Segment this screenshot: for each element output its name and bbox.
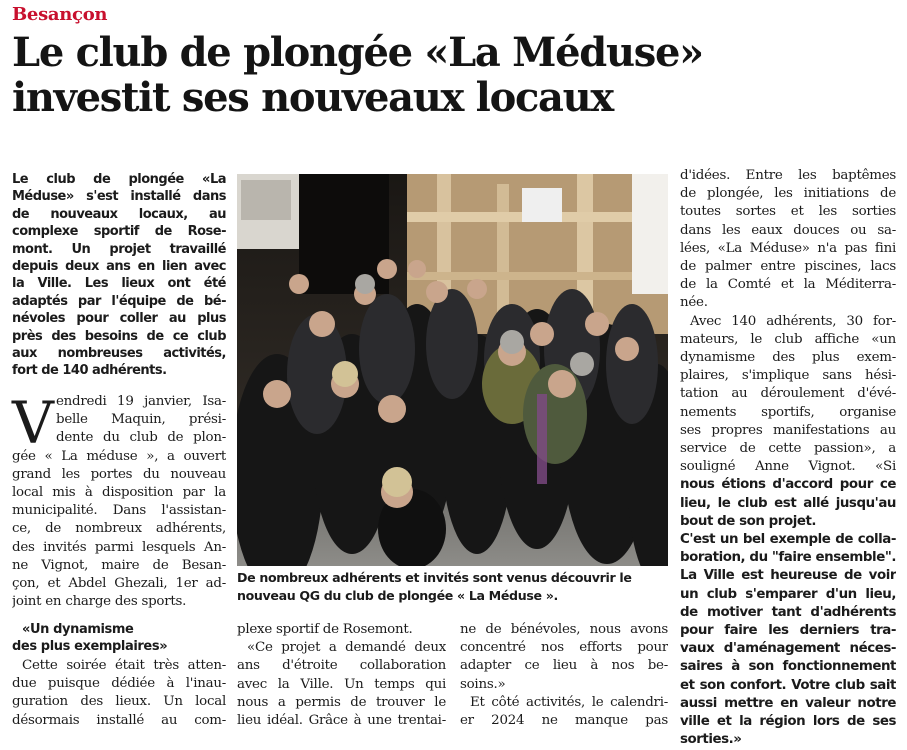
lead-line: depuis deux ans en lien avec: [12, 259, 226, 275]
body-line: vaux d'aménagement néces-: [680, 641, 896, 657]
body-column-1: [12, 389, 226, 611]
body-line: dans les eaux douces ou sa-: [680, 222, 896, 238]
lead-line: adaptés par l'équipe de bé-: [12, 293, 226, 309]
body-line: Et côté activités, le calendri-: [470, 694, 668, 710]
body-line: nous a permis de trouver le: [237, 694, 446, 710]
headline-line-2: investit ses nouveaux locaux: [12, 75, 613, 120]
body-column-4: [680, 167, 896, 750]
body-column-2: [237, 621, 446, 730]
body-line: nements sportifs, organise: [680, 404, 896, 420]
body-line: municipalité. Dans l'assistan-: [12, 503, 226, 519]
headline-line-1: Le club de plongée «La Méduse»: [12, 30, 703, 75]
body-line: ne de bénévoles, nous avons: [460, 622, 668, 637]
body-line: bout de son projet.: [680, 513, 817, 529]
body-line: et son confort. Votre club sait: [680, 677, 896, 693]
body-line: dynamisme des plus exem-: [680, 350, 896, 366]
body-line: ne Vignot, maire de Besan-: [12, 557, 226, 573]
crowd-photo-illustration: [237, 174, 668, 566]
body-line: sorties.»: [680, 732, 742, 748]
intertitle-line: des plus exemplaires»: [12, 639, 168, 654]
body-line: plaires, s'implique sans hési-: [680, 368, 896, 384]
body-line: belle Maquin, prési-: [56, 412, 226, 428]
body-line: aussi mettre en valeur notre: [680, 695, 896, 711]
intertitle: [12, 621, 226, 655]
drop-cap: V: [12, 389, 54, 457]
lead-line: aux nombreuses activités,: [12, 346, 226, 362]
body-column-1-tail: [12, 657, 226, 730]
intertitle-line: «Un dynamisme: [22, 622, 134, 637]
body-line: er 2024 ne manque pas: [460, 713, 668, 729]
body-line: adapter ce lieu à nos be-: [460, 658, 668, 674]
body-line: pour faire les derniers tra-: [680, 623, 896, 639]
body-line: de plongée, les initiations de: [680, 186, 896, 202]
body-line: soins.»: [460, 676, 506, 692]
lead-line: la Ville. Les lieux ont été: [12, 276, 226, 292]
body-column-3: [460, 621, 668, 730]
body-line: toutes sortes et les sorties: [680, 204, 896, 220]
body-line: ville et la région lors de ses: [680, 714, 896, 730]
body-line: un club s'emparer d'un lieu,: [680, 586, 896, 602]
body-line: de palmer entre piscines, lacs: [680, 259, 896, 275]
body-line: des invités parmi lesquels An-: [12, 539, 226, 555]
body-line: joint en charge des sports.: [12, 594, 187, 610]
photo-caption: [237, 569, 668, 604]
body-line: due puisque dédiée à l'inau-: [12, 676, 226, 692]
body-line: Avec 140 adhérents, 30 for-: [690, 313, 896, 329]
body-line: service de cette passion», a: [680, 441, 896, 457]
body-line: dente du club de plon-: [56, 430, 226, 446]
body-line: saires à son fonctionnement: [680, 659, 896, 675]
body-line: C'est un bel exemple de colla-: [680, 532, 896, 548]
lead-line: névoles pour coller au plus: [12, 311, 226, 327]
body-line: lieu, le club est allé jusqu'au: [680, 495, 896, 511]
lead-line: fort de 140 adhérents.: [12, 363, 167, 379]
body-line: de la Comté et la Méditerra-: [680, 277, 896, 293]
lead-line: Méduse» s'est installé dans: [12, 189, 226, 205]
lead-line: complexe sportif de Rose-: [12, 224, 226, 240]
body-line: guration des lieux. Un local: [12, 694, 226, 710]
body-line: lées, «La Méduse» n'a pas fini: [680, 240, 896, 256]
body-line: local mis à disposition par la: [12, 485, 226, 501]
body-line: gée « La méduse », a ouvert: [12, 448, 226, 464]
body-line: boration, du "faire ensemble".: [680, 550, 896, 566]
lead-line: de nouveaux locaux, au: [12, 206, 226, 222]
body-line: ans d'étroite collaboration: [237, 658, 446, 674]
lead-line: près des besoins de ce club: [12, 328, 226, 344]
body-line: plexe sportif de Rosemont.: [237, 622, 413, 637]
body-line: lieu idéal. Grâce à une trentai-: [237, 713, 446, 729]
body-line: Cette soirée était très atten-: [22, 658, 226, 673]
headline: [12, 30, 897, 120]
lead-line: mont. Un projet travaillé: [12, 241, 226, 257]
body-line: ce, de nombreux adhérents,: [12, 521, 226, 537]
body-line: tation au déroulement d'évé-: [680, 386, 896, 402]
body-line: avec la Ville. Un temps qui: [237, 676, 446, 692]
body-line: endredi 19 janvier, Isa-: [56, 394, 226, 409]
body-line: çon, et Abdel Ghezali, 1er ad-: [12, 576, 226, 592]
body-line: d'idées. Entre les baptêmes: [680, 168, 896, 183]
body-line: mateurs, le club affiche «un: [680, 331, 896, 347]
body-line: La Ville est heureuse de voir: [680, 568, 896, 584]
body-line: ses propres manifestations au: [680, 422, 896, 438]
caption-line: De nombreux adhérents et invités sont venus découvrir le: [237, 570, 632, 585]
body-line: nous étions d'accord pour ce: [680, 477, 896, 493]
caption-line: nouveau QG du club de plongée « La Méduse ».: [237, 587, 558, 603]
lead-paragraph: [12, 171, 226, 380]
body-line: désormais installé au com-: [12, 712, 226, 728]
section-kicker: Besançon: [12, 4, 108, 25]
lead-line: Le club de plongée «La: [12, 172, 226, 187]
body-line: «Ce projet a demandé deux: [247, 640, 446, 656]
article-photo: [237, 174, 668, 566]
body-line: souligné Anne Vignot. «Si: [680, 459, 896, 475]
body-line: de motiver tant d'adhérents: [680, 604, 896, 620]
body-line: grand les portes du nouveau: [12, 466, 226, 482]
body-line: née.: [680, 295, 708, 311]
body-line: concentré nos efforts pour: [460, 640, 668, 656]
